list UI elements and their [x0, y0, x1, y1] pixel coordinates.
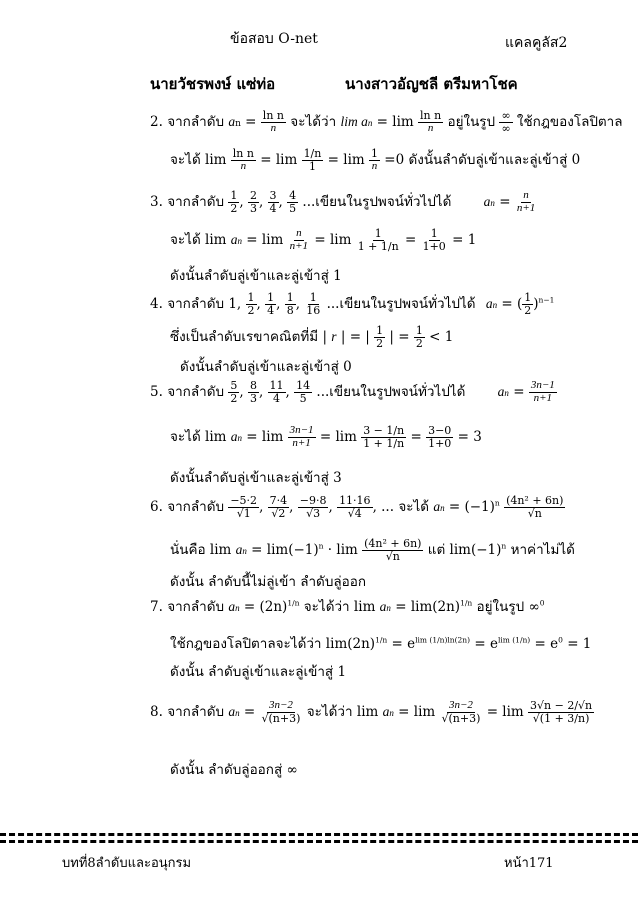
problem-2-text-f: =0 ดังนั้นลำดับลู่เข้าและลู่เข้าสู่ 0 [384, 152, 581, 168]
problem-2-text-b: จะได้ว่า [290, 114, 337, 130]
footer-page [504, 852, 554, 873]
problem-4-line-1: 4. จากลำดับ 1, $\frac{1}{2}$ , $\frac{1}{4}$ , $\frac{1}{8}$ , $\frac{1}{16}$ ...เขียนในรูปพจน์ทั่วไปได้ an = ( $\frac{1}{2}$ )$^{n-1}$ [150, 291, 555, 317]
problem-5-conclusion: ดังนั้นลำดับลู่เข้าและลู่เข้าสู่ 3 [170, 470, 342, 486]
problem-7-text-a: จากลำดับ [167, 599, 225, 615]
problem-2-text-a: จากลำดับ [167, 114, 225, 130]
problem-5-line-1: 5. จากลำดับ $\frac{5}{2}$ , $\frac{8}{3}$ , $\frac{11}{4}$ , $\frac{14}{5}$ ...เขียนในรูปพจน์ทั่วไปได้ an = $\frac{3n-1}{n+1}$ [150, 379, 555, 405]
problem-3-conclusion: ดังนั้นลำดับลู่เข้าและลู่เข้าสู่ 1 [170, 268, 342, 284]
problem-3-line-1: 3. จากลำดับ $\frac{1}{2}$ , $\frac{2}{3}$ , $\frac{3}{4}$ , $\frac{4}{5}$ ...เขียนในรูปพจน์ทั่วไปได้ an = $\frac{n}{n+1}$ [150, 189, 536, 215]
problem-3-text-b: ...เขียนในรูปพจน์ทั่วไปได้ [302, 194, 452, 210]
problem-6-number: 6. [150, 499, 163, 515]
problem-6-line-1: 6. จากลำดับ $\frac{-5\cdot 2}{√1}$ , $\frac{7\cdot 4}{√2}$ , $\frac{-9\cdot 8}{√3}$ , $\frac{11\cdot 16}{√4}$ , ... จะได้ an = $(-1)^n$ $\frac{\text{(4n² + 6n)}}{√n}$ [150, 494, 564, 520]
problem-2-line-2: จะได้ lim $\frac{\text{ln n}}{n}$ = lim $\frac{1/n}{1}$ = lim $\frac{1}{n}$ =0 ดังนั้นลำดับลู่เข้าและลู่เข้าสู่ 0 [170, 147, 581, 173]
subject-label: แคลคูลัส2 [505, 35, 568, 51]
problem-8-text-a: จากลำดับ [167, 704, 225, 720]
problem-2-text-d: ใช้กฎของโลปิตาล [516, 114, 623, 130]
footer-chapter: บทที่8ลำดับและอนุกรม [62, 856, 192, 871]
problem-3-text-c: จะได้ [170, 232, 201, 248]
problem-6-text-c: นั่นคือ [170, 542, 206, 558]
problem-2-number: 2. [150, 114, 163, 130]
problem-4-text-a: จากลำดับ [167, 296, 225, 312]
problem-7-line-2: ใช้กฎของโลปิตาลจะได้ว่า $\lim(2n)^{1/n} = e^{lim (1/n)ln(2n)} = e^{lim (1/n)} = e^0 = 1$ [170, 635, 592, 652]
problem-2-text-e: จะได้ [170, 152, 201, 168]
problem-7-text-b: จะได้ว่า [303, 599, 350, 615]
problem-2-line-1: 2. จากลำดับ an = $\frac{\text{ln n}}{n}$ จะได้ว่า lim an = lim $\frac{\text{ln n}}{n}$ อยู่ในรูป $\frac{\infty}{\infty}$ ใช้กฎของโลปิตาล [150, 109, 623, 135]
problem-2-text-c: อยู่ในรูป [447, 114, 496, 130]
problem-4-line-2: ซึ่งเป็นลำดับเรขาคณิตที่มี | r | = | $\frac{1}{2}$ | = $\frac{1}{2}$ < 1 [170, 324, 454, 350]
problem-5-number: 5. [150, 384, 163, 400]
problem-8-conclusion: ดังนั้น ลำดับลู่ออกสู่ ∞ [170, 762, 298, 778]
problem-3-text-a: จากลำดับ [167, 194, 225, 210]
problem-7-conclusion: ดังนั้น ลำดับลู่เข้าและลู่เข้าสู่ 1 [170, 664, 347, 680]
problem-6-text-e: หาค่าไม่ได้ [510, 542, 575, 558]
problem-7-line-1: 7. จากลำดับ an = $(2n)^{1/n}$ จะได้ว่า lim an = $\lim(2n)^{1/n}$ อยู่ในรูป ∞$^0$ [150, 598, 545, 615]
problem-4-text-c: ซึ่งเป็นลำดับเรขาคณิตที่มี [170, 329, 319, 345]
problem-3-line-2: จะได้ lim an = lim $\frac{n}{n+1}$ = lim $\frac{1}{1 + 1/n}$ = $\frac{1}{1+0}$ = 1 [170, 227, 477, 253]
problem-3-number: 3. [150, 194, 163, 210]
footer-separator-bottom [0, 840, 638, 843]
problem-4-conclusion: ดังนั้นลำดับลู่เข้าและลู่เข้าสู่ 0 [180, 359, 352, 375]
document-title: ข้อสอบ O-net [230, 31, 318, 47]
problem-5-text-a: จากลำดับ [167, 384, 225, 400]
problem-4-text-b: ...เขียนในรูปพจน์ทั่วไปได้ [326, 296, 476, 312]
problem-8-line-1: 8. จากลำดับ an = $\frac{3n-2}{√(n+3)}$ จะได้ว่า lim an = lim $\frac{3n-2}{√(n+3)}$ = lim $\frac{3√n - 2/√n}{√(1 + 3/n)}$ [150, 699, 593, 725]
author-left: นายวัชรพงษ์ แซ่ท่อ [150, 75, 276, 93]
problem-6-line-2: นั่นคือ lim an = $\lim(-1)^n \cdot \lim$ $\frac{\text{(4n² + 6n)}}{√n}$ แต่ $\lim(-1)^n$ หาค่าไม่ได้ [170, 537, 575, 563]
footer-page-label: หน้า [504, 856, 529, 871]
problem-5-text-b: ...เขียนในรูปพจน์ทั่วไปได้ [316, 384, 466, 400]
problem-6-text-b: จะได้ [398, 499, 430, 515]
problem-7-text-c: อยู่ในรูป [476, 599, 525, 615]
problem-5-line-2: จะได้ lim an = lim $\frac{3n-1}{n+1}$ = lim $\frac{3 - 1/n}{1 + 1/n}$ = $\frac{3-0}{1+0}$ = 3 [170, 424, 482, 450]
problem-8-text-b: จะได้ว่า [306, 704, 353, 720]
problem-7-text-d: ใช้กฎของโลปิตาลจะได้ว่า [170, 636, 322, 652]
problem-4-number: 4. [150, 296, 163, 312]
problem-6-text-a: จากลำดับ [167, 499, 225, 515]
problem-5-text-c: จะได้ [170, 429, 201, 445]
footer-separator-top [0, 833, 638, 836]
problem-8-number: 8. [150, 704, 163, 720]
problem-6-text-d: แต่ [427, 542, 446, 558]
author-right: นางสาวอัญชลี ตรีมหาโชค [345, 75, 518, 93]
problem-6-conclusion: ดังนั้น ลำดับนี้ไม่ลู่เข้า ลำดับลู่ออก [170, 574, 367, 590]
problem-7-number: 7. [150, 599, 163, 615]
footer-page-number: 171 [528, 856, 554, 871]
